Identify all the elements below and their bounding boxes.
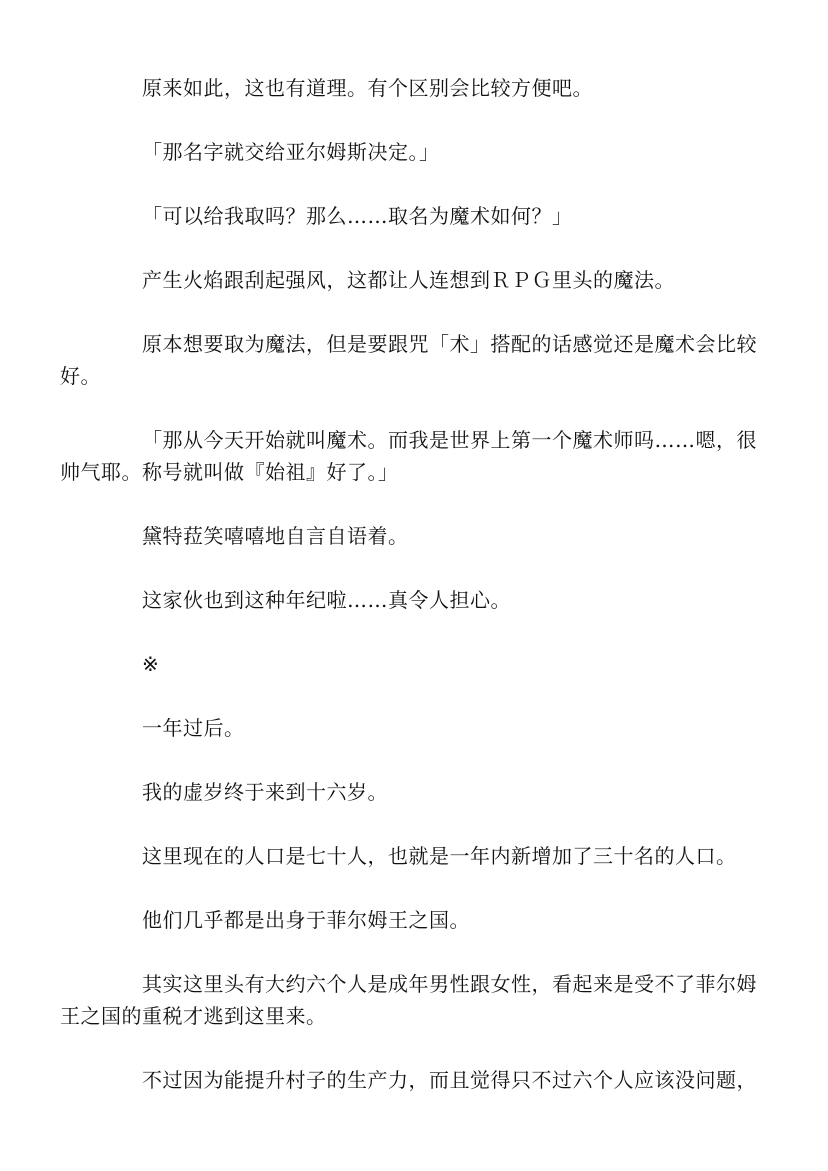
paragraph: 黛特菈笑嘻嘻地自言自语着。: [142, 524, 409, 548]
paragraph: 「那名字就交给亚尔姆斯决定。」: [142, 140, 440, 164]
paragraph: 「可以给我取吗？那么……取名为魔术如何？」: [142, 204, 573, 228]
paragraph: 这里现在的人口是七十人，也就是一年内新增加了三十名的人口。: [142, 844, 737, 868]
paragraph: 我的虚岁终于来到十六岁。: [142, 780, 388, 804]
paragraph: 不过因为能提升村子的生产力，而且觉得只不过六个人应该没问题，: [142, 1068, 757, 1092]
paragraph: 原来如此，这也有道理。有个区别会比较方便吧。: [142, 76, 593, 100]
section-break-mark: ※: [142, 652, 160, 676]
paragraph: 其实这里头有大约六个人是成年男性跟女性，看起来是受不了菲尔姆王之国的重税才逃到这里来。: [60, 972, 757, 1028]
paragraph: 产生火焰跟刮起强风，这都让人连想到ＲＰＧ里头的魔法。: [142, 268, 675, 292]
paragraph: 这家伙也到这种年纪啦……真令人担心。: [142, 588, 511, 612]
paragraph: 他们几乎都是出身于菲尔姆王之国。: [142, 908, 470, 932]
paragraph: 原本想要取为魔法，但是要跟咒「术」搭配的话感觉还是魔术会比较好。: [60, 332, 757, 388]
paragraph: 一年过后。: [142, 716, 245, 740]
paragraph: 「那从今天开始就叫魔术。而我是世界上第一个魔术师吗……嗯，很帅气耶。称号就叫做『始祖』好了。」: [60, 428, 757, 484]
